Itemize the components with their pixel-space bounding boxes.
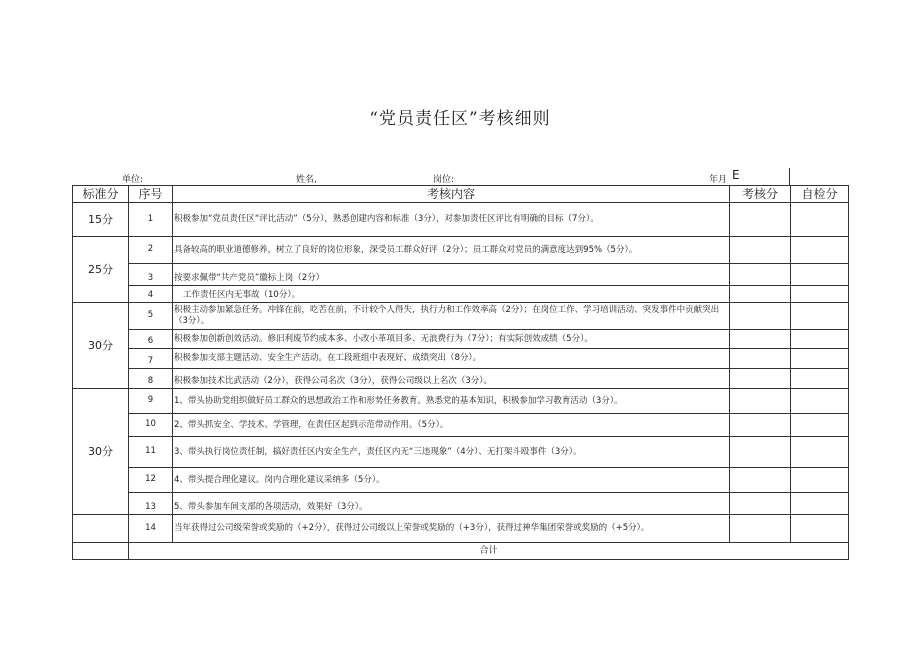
name-label: 姓名, (296, 175, 317, 185)
table-row (73, 264, 849, 286)
self-score-cell[interactable] (791, 303, 849, 330)
item-number: 13 (129, 493, 173, 515)
assessment-score-cell[interactable] (730, 303, 791, 330)
item-content: 积极主动参加紧急任务。冲锋在前，吃苦在前，不计较个人得失，执行力和工作效率高（2分）；在岗位工作、学习培训活动、突发事件中贡献突出（3分）。 (173, 303, 730, 330)
assessment-score-cell[interactable] (730, 349, 791, 369)
item-content: 当年获得过公司级荣誉或奖励的（+2分），获得过公司级以上荣誉或奖励的（+3分），获得过神华集团荣誉或奖励的（+5分）。 (173, 515, 730, 543)
item-number: 10 (129, 414, 173, 437)
item-content: 积极参加“党员责任区“评比活动”（5分），熟悉创建内容和标准（3分），对参加责任区评比有明确的目标（7分）。 (173, 203, 730, 237)
table-row (73, 286, 849, 303)
table-row (73, 330, 849, 349)
item-number: 12 (129, 468, 173, 493)
item-content: 具备较高的职业道德修养，树立了良好的岗位形象，深受员工群众好评（2分）；员工群众对党员的满意度达到95%（5分）。 (173, 237, 730, 264)
self-score-cell[interactable] (791, 330, 849, 349)
table-row (73, 349, 849, 369)
table-row (73, 437, 849, 468)
assessment-score-cell[interactable] (730, 286, 791, 303)
self-score-cell[interactable] (791, 349, 849, 369)
item-number: 8 (129, 369, 173, 389)
item-content: 2、带头抓安全、学技术、学管理，在责任区起到示范带动作用。（5分）。 (173, 414, 730, 437)
assessment-score-cell[interactable] (730, 203, 791, 237)
self-score-cell[interactable] (791, 468, 849, 493)
assessment-score-cell[interactable] (730, 515, 791, 543)
item-content: 积极参加支部主题活动、安全生产活动。在工段班组中表现好、成绩突出（8分）。 (173, 349, 730, 369)
group-score: 25分 (73, 237, 129, 303)
assessment-score-cell[interactable] (730, 237, 791, 264)
assessment-score-cell[interactable] (730, 468, 791, 493)
self-score-cell[interactable] (791, 369, 849, 389)
table-row (73, 303, 849, 330)
self-score-cell[interactable] (791, 493, 849, 515)
item-content: 积极参加技术比武活动（2分），获得公司名次（3分），获得公司级以上名次（3分）。 (173, 369, 730, 389)
self-score-cell[interactable] (791, 437, 849, 468)
self-score-cell[interactable] (791, 264, 849, 286)
table-row (73, 369, 849, 389)
assessment-score-cell[interactable] (730, 369, 791, 389)
unit-label: 单位: (122, 175, 144, 185)
item-number: 9 (129, 389, 173, 414)
self-score-cell[interactable] (791, 414, 849, 437)
document-title: “党员责任区”考核细则 (369, 109, 551, 129)
header-content: 考核内容 (173, 186, 730, 203)
item-content: 按要求佩带“共产党员”徽标上岗（2分） (173, 264, 730, 286)
table-row (73, 203, 849, 237)
item-content: 1、带头协助党组织做好员工群众的思想政治工作和形势任务教育。熟悉党的基本知识，积极参加学习教育活动（3分）。 (173, 389, 730, 414)
table-header-row (73, 186, 849, 203)
item-number: 14 (129, 515, 173, 543)
header-seq: 序号 (129, 186, 173, 203)
item-content: 3、带头执行岗位责任制，搞好责任区内安全生产，责任区内无“三违现象”（4分）、无打架斗殴事件（3分）。 (173, 437, 730, 468)
header-standard-score: 标准分 (73, 186, 129, 203)
total-blank-cell (73, 543, 129, 560)
item-content: 4、带头提合理化建议。岗内合理化建议采纳多（5分）。 (173, 468, 730, 493)
item-number: 7 (129, 349, 173, 369)
table-row (73, 389, 849, 414)
item-content: 5、带头参加车间支部的各项活动，效果好（3分）。 (173, 493, 730, 515)
item-number: 1 (129, 203, 173, 237)
item-number: 5 (129, 303, 173, 330)
assessment-score-cell[interactable] (730, 437, 791, 468)
item-number: 3 (129, 264, 173, 286)
item-number: 4 (129, 286, 173, 303)
header-assessment-score: 考核分 (730, 186, 791, 203)
table-row (73, 414, 849, 437)
self-score-cell[interactable] (791, 237, 849, 264)
group-score: 15分 (73, 203, 129, 237)
self-score-cell[interactable] (791, 286, 849, 303)
item-number: 6 (129, 330, 173, 349)
self-score-cell[interactable] (791, 515, 849, 543)
item-number: 2 (129, 237, 173, 264)
group-score: 30分 (73, 389, 129, 515)
table-row (73, 468, 849, 493)
post-label: 岗位: (433, 175, 455, 185)
assessment-score-cell[interactable] (730, 414, 791, 437)
assessment-score-cell[interactable] (730, 264, 791, 286)
date-label: 年月 (709, 175, 728, 185)
self-score-cell[interactable] (791, 203, 849, 237)
item-content: 积极参加创新创效活动。修旧利废节约成本多、小改小革项目多、无浪费行为（7分）；有实际创效成绩（5分）。 (173, 330, 730, 349)
total-row (73, 543, 849, 560)
date-suffix: E (732, 168, 740, 182)
group-score (73, 515, 129, 543)
assessment-score-cell[interactable] (730, 330, 791, 349)
table-row (73, 515, 849, 543)
table-row (73, 237, 849, 264)
header-divider (789, 168, 790, 186)
item-number: 11 (129, 437, 173, 468)
item-content: 工作责任区内无事故（10分）。 (173, 286, 730, 303)
total-label: 合计 (129, 543, 849, 560)
assessment-score-cell[interactable] (730, 493, 791, 515)
table-row (73, 493, 849, 515)
assessment-score-cell[interactable] (730, 389, 791, 414)
self-score-cell[interactable] (791, 389, 849, 414)
group-score: 30分 (73, 303, 129, 389)
assessment-table (72, 185, 849, 560)
header-self-score: 自检分 (791, 186, 849, 203)
